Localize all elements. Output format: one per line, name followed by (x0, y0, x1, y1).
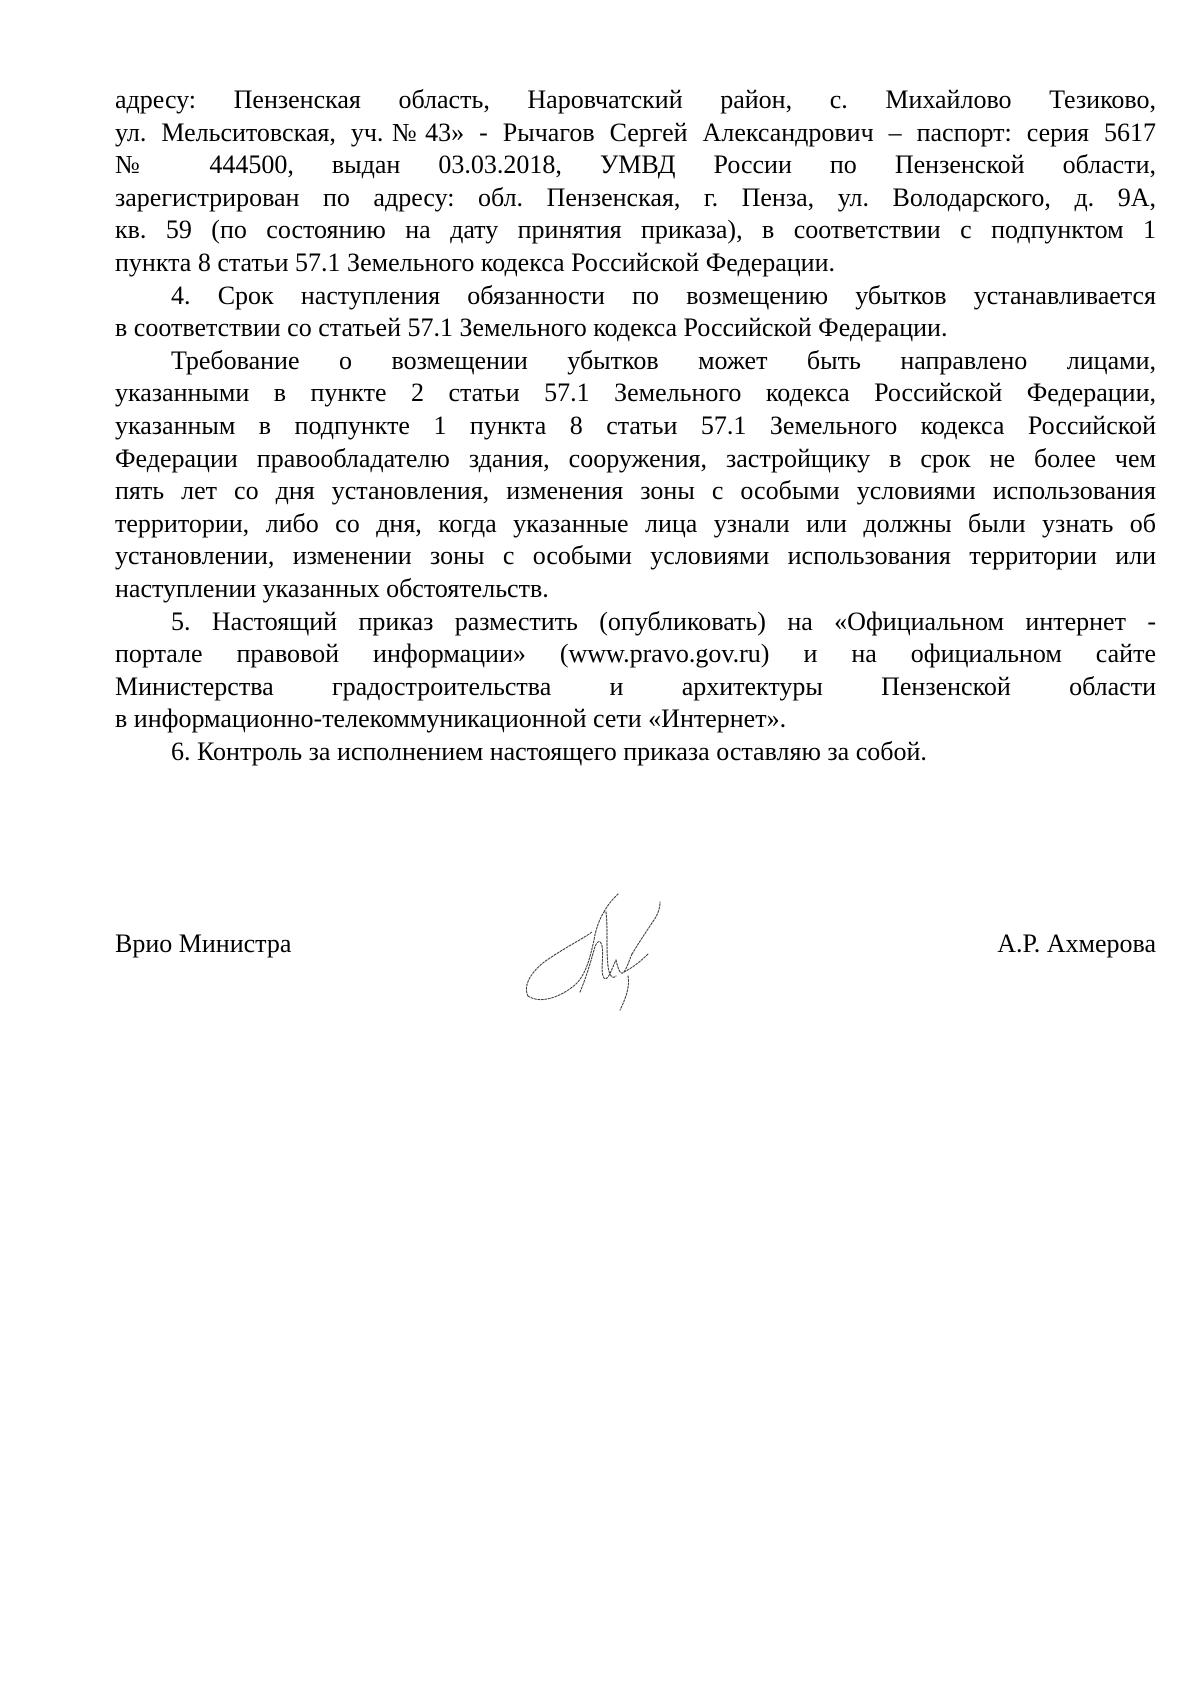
text-line: портале правовой информации» (www.pravo.gov.ru) и на официальном сайте (115, 639, 1156, 669)
text-line: адресу: Пензенская область, Наровчатский район, с. Михайлово Тезиково, (115, 85, 1156, 114)
text-line: наступлении указанных обстоятельств. (115, 573, 549, 603)
text-line: пункта 8 статьи 57.1 Земельного кодекса Российской Федерации. (115, 247, 836, 277)
text-line: установлении, изменении зоны с особыми условиями использования территории или (115, 541, 1156, 571)
text-line: Требование о возмещении убытков может быть направлено лицами, (171, 345, 1156, 375)
paragraph-p4-req (115, 345, 1156, 606)
text-line: № 444500, выдан 03.03.2018, УМВД России по Пензенской области, (115, 150, 1156, 180)
document-body (115, 84, 1156, 768)
text-line: 6. Контроль за исполнением настоящего приказа оставляю за собой. (171, 736, 927, 766)
handwritten-signature-icon (520, 888, 680, 1018)
paragraph-p5 (115, 606, 1156, 736)
text-line: территории, либо со дня, когда указанные лица узнали или должны были узнать об (115, 508, 1156, 538)
text-line: в соответствии со статьей 57.1 Земельного кодекса Российской Федерации. (115, 313, 948, 343)
text-line: 4. Срок наступления обязанности по возмещению убытков устанавливается (171, 280, 1156, 310)
text-line: Министерства градостроительства и архитектуры Пензенской области (115, 671, 1156, 701)
signatory-name: А.Р. Ахмерова (997, 929, 1156, 958)
text-line: Федерации правообладателю здания, сооружения, застройщику в срок не более чем (115, 443, 1156, 473)
text-line: кв. 59 (по состоянию на дату принятия приказа), в соответствии с подпунктом 1 (115, 215, 1156, 245)
text-line: 5. Настоящий приказ разместить (опубликовать) на «Официальном интернет - (171, 606, 1156, 636)
text-line: зарегистрирован по адресу: обл. Пензенская, г. Пенза, ул. Володарского, д. 9А, (115, 182, 1156, 212)
text-line: указанным в подпункте 1 пункта 8 статьи 57.1 Земельного кодекса Российской (115, 410, 1156, 440)
text-line: пять лет со дня установления, изменения зоны с особыми условиями использования (115, 476, 1156, 506)
text-line: в информационно-телекоммуникационной сети «Интернет». (115, 704, 787, 734)
text-line: указанными в пункте 2 статьи 57.1 Земельного кодекса Российской Федерации, (115, 378, 1156, 408)
text-line: ул. Мельситовская, уч.№43» - Рычагов Сергей Александрович – паспорт: серия 5617 (115, 117, 1156, 147)
paragraph-p4 (115, 280, 1156, 345)
paragraph-p6 (115, 736, 1156, 769)
paragraph-p3-cont (115, 84, 1156, 280)
signatory-position: Врио Министра (115, 929, 292, 958)
